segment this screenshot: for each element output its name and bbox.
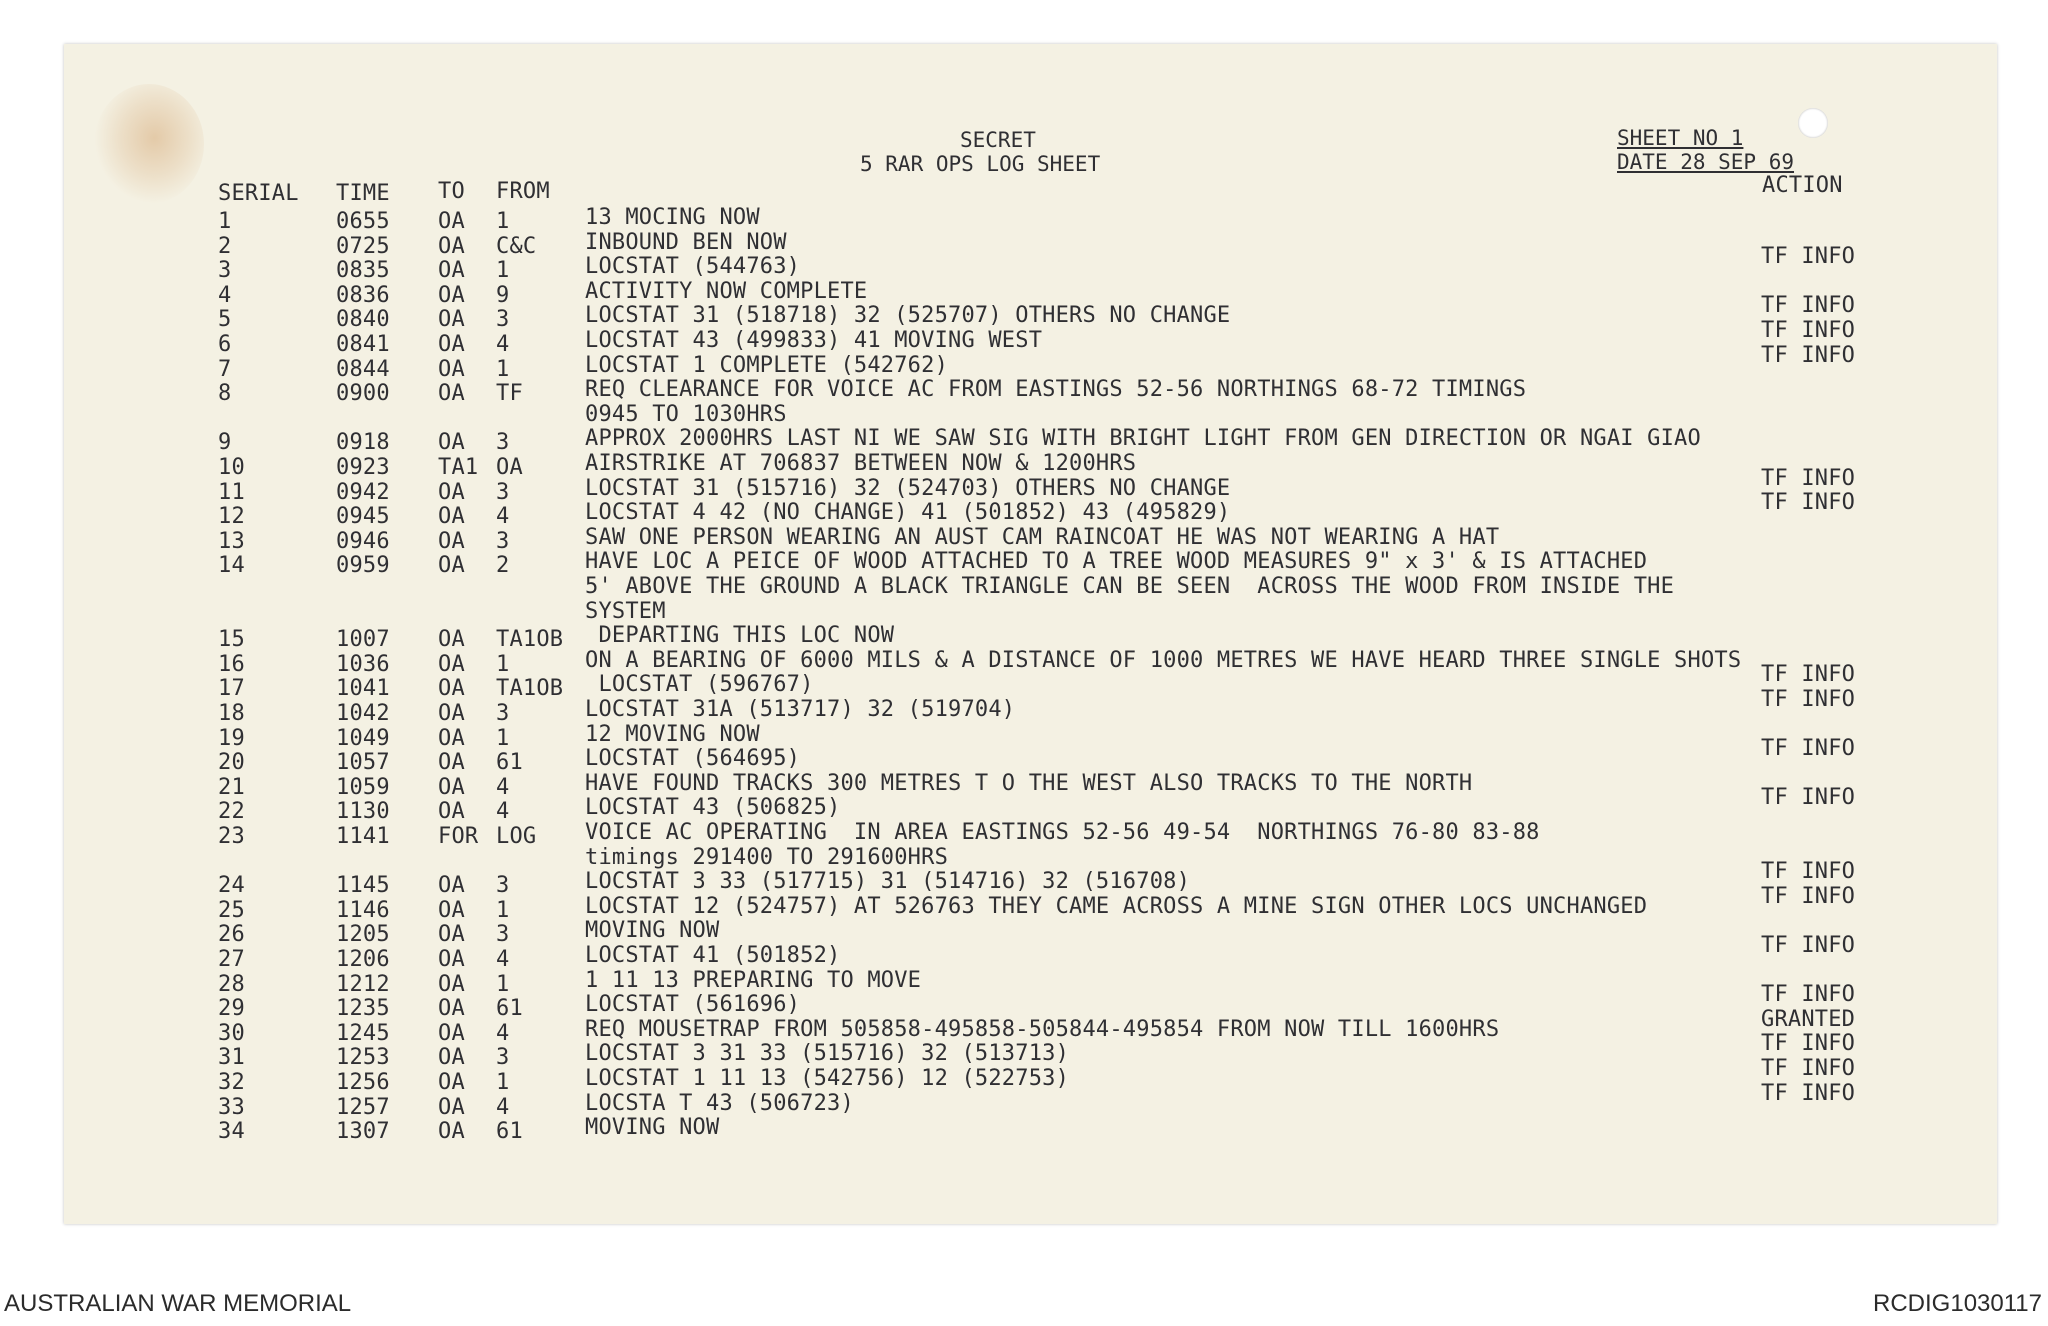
serial-cell: 3 xyxy=(218,258,232,284)
footer-source: AUSTRALIAN WAR MEMORIAL xyxy=(4,1290,352,1317)
paper-stain xyxy=(94,84,204,204)
time-cell: 0840 xyxy=(336,307,390,333)
serial-cell: 1 xyxy=(218,209,232,234)
serial-cell: 5 xyxy=(218,307,232,333)
action-cell: TF INFO xyxy=(1761,785,1856,811)
time-cell: 1057 xyxy=(336,750,390,776)
time-cell: 1042 xyxy=(336,701,390,726)
time-cell: 1041 xyxy=(336,676,390,702)
event-cell: LOCSTAT 1 COMPLETE (542762) xyxy=(585,352,949,378)
event-cell: LOCSTAT 31A (513717) 32 (519704) xyxy=(585,697,1016,722)
footer-reference: RCDIG1030117 xyxy=(1873,1290,2042,1317)
from-cell: 4 xyxy=(496,947,510,972)
to-cell: OA xyxy=(438,799,465,825)
serial-cell: 33 xyxy=(218,1094,245,1120)
serial-cell: 13 xyxy=(218,528,245,554)
serial-cell: 17 xyxy=(218,676,245,702)
to-cell: OA xyxy=(438,332,465,357)
event-cell: MOVING NOW xyxy=(585,1115,720,1141)
action-cell: TF INFO xyxy=(1761,293,1856,319)
from-cell: 1 xyxy=(496,258,510,284)
serial-cell: 14 xyxy=(218,553,245,579)
time-cell: 1145 xyxy=(336,873,390,899)
time-cell: 1212 xyxy=(336,971,390,997)
event-cell: 12 MOVING NOW xyxy=(585,721,760,747)
time-cell: 0725 xyxy=(336,233,390,259)
to-cell: OA xyxy=(438,774,465,800)
action-cell: TF INFO xyxy=(1761,1056,1856,1081)
to-cell: OA xyxy=(438,627,465,653)
to-cell: OA xyxy=(438,1020,465,1046)
column-header-action: ACTION xyxy=(1762,173,1843,198)
to-cell: OA xyxy=(438,701,465,726)
from-cell: 3 xyxy=(496,701,510,726)
time-cell: 1049 xyxy=(336,725,390,751)
from-cell: C&C xyxy=(496,233,537,259)
to-cell: OA xyxy=(438,725,465,751)
action-cell: TF INFO xyxy=(1761,465,1856,491)
time-cell: 1146 xyxy=(336,897,390,923)
to-cell: OA xyxy=(438,258,465,284)
serial-cell: 12 xyxy=(218,504,245,530)
to-cell: OA xyxy=(438,381,465,407)
serial-cell: 4 xyxy=(218,282,232,308)
serial-cell: 2 xyxy=(218,233,232,259)
event-cell: LOCSTAT 1 11 13 (542756) 12 (522753) xyxy=(585,1066,1070,1091)
event-cell: LOCSTA T 43 (506723) xyxy=(585,1090,854,1116)
time-cell: 1059 xyxy=(336,774,390,800)
time-cell: 0655 xyxy=(336,209,390,234)
event-cell: LOCSTAT 43 (499833) 41 MOVING WEST xyxy=(585,328,1043,353)
event-cell: LOCSTAT 4 42 (NO CHANGE) 41 (501852) 43 (495829) xyxy=(585,500,1231,526)
event-cell: LOCSTAT 31 (515716) 32 (524703) OTHERS NO CHANGE xyxy=(585,475,1231,501)
time-cell: 0844 xyxy=(336,356,390,382)
column-header-from: FROM xyxy=(496,179,550,204)
to-cell: FOR xyxy=(438,824,479,849)
to-cell: OA xyxy=(438,676,465,702)
to-cell: OA xyxy=(438,1094,465,1120)
from-cell: 3 xyxy=(496,528,510,554)
to-cell: OA xyxy=(438,282,465,308)
event-cell: LOCSTAT (596767) xyxy=(585,672,814,698)
time-cell: 1141 xyxy=(336,824,390,849)
event-cell: REQ CLEARANCE FOR VOICE AC FROM EASTINGS 52-56 NORTHINGS 68-72 TIMINGS xyxy=(585,377,1527,403)
from-cell: TA1OB xyxy=(496,627,564,653)
time-cell: 0918 xyxy=(336,430,390,456)
sheet-number: SHEET NO 1 xyxy=(1617,126,1744,150)
to-cell: OA xyxy=(438,307,465,333)
from-cell: OA xyxy=(496,455,523,480)
to-cell: OA xyxy=(438,430,465,456)
action-cell: GRANTED xyxy=(1761,1006,1856,1032)
from-cell: 61 xyxy=(496,750,523,776)
serial-cell: 22 xyxy=(218,799,245,825)
action-cell: TF INFO xyxy=(1761,662,1856,688)
action-cell: TF INFO xyxy=(1761,982,1856,1008)
serial-cell: 26 xyxy=(218,922,245,948)
from-cell: 1 xyxy=(496,725,510,751)
to-cell: OA xyxy=(438,873,465,899)
serial-cell: 10 xyxy=(218,455,245,480)
to-cell: OA xyxy=(438,209,465,234)
from-cell: 4 xyxy=(496,774,510,800)
event-cell: REQ MOUSETRAP FROM 505858-495858-505844-495854 FROM NOW TILL 1600HRS xyxy=(585,1016,1500,1042)
punch-hole xyxy=(1798,108,1828,138)
action-cell: TF INFO xyxy=(1761,736,1856,762)
from-cell: 1 xyxy=(496,651,510,677)
from-cell: 3 xyxy=(496,1045,510,1071)
from-cell: 1 xyxy=(496,356,510,382)
from-cell: 4 xyxy=(496,332,510,357)
event-cell: LOCSTAT 3 31 33 (515716) 32 (513713) xyxy=(585,1041,1070,1067)
from-cell: 1 xyxy=(496,1070,510,1095)
to-cell: OA xyxy=(438,971,465,997)
action-cell: TF INFO xyxy=(1761,933,1856,958)
event-cell: 1 11 13 PREPARING TO MOVE xyxy=(585,967,922,993)
time-cell: 1007 xyxy=(336,627,390,653)
time-cell: 1205 xyxy=(336,922,390,948)
to-cell: OA xyxy=(438,479,465,505)
event-cell: DEPARTING THIS LOC NOW xyxy=(585,623,895,649)
document-sheet xyxy=(64,44,1997,1224)
from-cell: 3 xyxy=(496,307,510,333)
event-cell: SAW ONE PERSON WEARING AN AUST CAM RAINCOAT HE WAS NOT WEARING A HAT xyxy=(585,524,1500,550)
event-cell: LOCSTAT 41 (501852) xyxy=(585,943,841,968)
serial-cell: 11 xyxy=(218,479,245,505)
action-cell: TF INFO xyxy=(1761,859,1856,885)
event-cell: LOCSTAT 3 33 (517715) 31 (514716) 32 (516708) xyxy=(585,869,1191,895)
to-cell: OA xyxy=(438,528,465,554)
action-cell: TF INFO xyxy=(1761,1080,1856,1106)
to-cell: OA xyxy=(438,996,465,1022)
time-cell: 1253 xyxy=(336,1045,390,1071)
to-cell: OA xyxy=(438,1045,465,1071)
to-cell: TA1 xyxy=(438,455,479,480)
to-cell: OA xyxy=(438,356,465,382)
to-cell: OA xyxy=(438,233,465,259)
to-cell: OA xyxy=(438,897,465,923)
column-header-to: TO xyxy=(438,179,465,204)
from-cell: 3 xyxy=(496,922,510,948)
document-title: 5 RAR OPS LOG SHEET xyxy=(860,152,1101,176)
to-cell: OA xyxy=(438,922,465,948)
time-cell: 0841 xyxy=(336,332,390,357)
from-cell: 4 xyxy=(496,799,510,825)
event-cell: SYSTEM xyxy=(585,598,666,624)
event-cell: ACTIVITY NOW COMPLETE xyxy=(585,278,868,304)
event-cell: 13 MOCING NOW xyxy=(585,205,760,230)
serial-cell: 27 xyxy=(218,947,245,972)
serial-cell: 6 xyxy=(218,332,232,357)
event-cell: LOCSTAT 31 (518718) 32 (525707) OTHERS NO CHANGE xyxy=(585,303,1231,329)
column-header-time: TIME xyxy=(336,181,390,206)
to-cell: OA xyxy=(438,553,465,579)
time-cell: 0942 xyxy=(336,479,390,505)
column-header-serial: SERIAL xyxy=(218,181,299,206)
time-cell: 0946 xyxy=(336,528,390,554)
event-cell: APPROX 2000HRS LAST NI WE SAW SIG WITH BRIGHT LIGHT FROM GEN DIRECTION OR NGAI GIAO xyxy=(585,426,1701,452)
time-cell: 0923 xyxy=(336,455,390,480)
event-cell: VOICE AC OPERATING IN AREA EASTINGS 52-56 49-54 NORTHINGS 76-80 83-88 xyxy=(585,820,1540,845)
serial-cell: 20 xyxy=(218,750,245,776)
time-cell: 1245 xyxy=(336,1020,390,1046)
to-cell: OA xyxy=(438,750,465,776)
serial-cell: 19 xyxy=(218,725,245,751)
event-cell: HAVE FOUND TRACKS 300 METRES T O THE WEST ALSO TRACKS TO THE NORTH xyxy=(585,770,1473,796)
event-cell: ON A BEARING OF 6000 MILS & A DISTANCE OF 1000 METRES WE HAVE HEARD THREE SINGLE SHOTS xyxy=(585,647,1742,673)
time-cell: 1130 xyxy=(336,799,390,825)
from-cell: 3 xyxy=(496,873,510,899)
time-cell: 1257 xyxy=(336,1094,390,1120)
serial-cell: 29 xyxy=(218,996,245,1022)
event-cell: LOCSTAT (544763) xyxy=(585,254,801,280)
to-cell: OA xyxy=(438,651,465,677)
event-cell: 0945 TO 1030HRS xyxy=(585,401,787,427)
serial-cell: 34 xyxy=(218,1119,245,1145)
time-cell: 0959 xyxy=(336,553,390,579)
to-cell: OA xyxy=(438,947,465,972)
serial-cell: 30 xyxy=(218,1020,245,1046)
from-cell: 4 xyxy=(496,1094,510,1120)
serial-cell: 31 xyxy=(218,1045,245,1071)
action-cell: TF INFO xyxy=(1761,687,1856,712)
sheet-date: DATE 28 SEP 69 xyxy=(1617,150,1795,174)
from-cell: 1 xyxy=(496,209,510,234)
time-cell: 0900 xyxy=(336,381,390,407)
event-cell: 5' ABOVE THE GROUND A BLACK TRIANGLE CAN BE SEEN ACROSS THE WOOD FROM INSIDE THE xyxy=(585,574,1675,599)
event-cell: LOCSTAT 43 (506825) xyxy=(585,795,841,821)
event-cell: INBOUND BEN NOW xyxy=(585,229,787,255)
action-cell: TF INFO xyxy=(1761,244,1856,270)
from-cell: TA1OB xyxy=(496,676,564,702)
time-cell: 0835 xyxy=(336,258,390,284)
serial-cell: 24 xyxy=(218,873,245,899)
event-cell: MOVING NOW xyxy=(585,918,720,944)
serial-cell: 7 xyxy=(218,356,232,382)
serial-cell: 18 xyxy=(218,701,245,726)
time-cell: 0945 xyxy=(336,504,390,530)
time-cell: 1307 xyxy=(336,1119,390,1145)
classification-label: SECRET xyxy=(960,128,1036,152)
serial-cell: 9 xyxy=(218,430,232,456)
from-cell: 61 xyxy=(496,1119,523,1145)
serial-cell: 8 xyxy=(218,381,232,407)
action-cell: TF INFO xyxy=(1761,490,1856,516)
action-cell: TF INFO xyxy=(1761,318,1856,343)
event-cell: LOCSTAT (564695) xyxy=(585,746,801,772)
to-cell: OA xyxy=(438,504,465,530)
from-cell: 4 xyxy=(496,1020,510,1046)
action-cell: TF INFO xyxy=(1761,1031,1856,1057)
serial-cell: 15 xyxy=(218,627,245,653)
event-cell: LOCSTAT (561696) xyxy=(585,992,801,1018)
from-cell: 1 xyxy=(496,971,510,997)
serial-cell: 28 xyxy=(218,971,245,997)
serial-cell: 21 xyxy=(218,774,245,800)
from-cell: 9 xyxy=(496,282,510,308)
to-cell: OA xyxy=(438,1119,465,1145)
from-cell: LOG xyxy=(496,824,537,849)
to-cell: OA xyxy=(438,1070,465,1095)
from-cell: 61 xyxy=(496,996,523,1022)
event-cell: LOCSTAT 12 (524757) AT 526763 THEY CAME ACROSS A MINE SIGN OTHER LOCS UNCHANGED xyxy=(585,893,1648,919)
from-cell: 3 xyxy=(496,430,510,456)
time-cell: 1206 xyxy=(336,947,390,972)
event-cell: timings 291400 TO 291600HRS xyxy=(585,844,949,870)
serial-cell: 25 xyxy=(218,897,245,923)
from-cell: 1 xyxy=(496,897,510,923)
from-cell: 4 xyxy=(496,504,510,530)
from-cell: 2 xyxy=(496,553,510,579)
time-cell: 1256 xyxy=(336,1070,390,1095)
time-cell: 0836 xyxy=(336,282,390,308)
serial-cell: 16 xyxy=(218,651,245,677)
serial-cell: 23 xyxy=(218,824,245,849)
action-cell: TF INFO xyxy=(1761,883,1856,909)
serial-cell: 32 xyxy=(218,1070,245,1095)
time-cell: 1036 xyxy=(336,651,390,677)
time-cell: 1235 xyxy=(336,996,390,1022)
action-cell: TF INFO xyxy=(1761,342,1856,368)
event-cell: HAVE LOC A PEICE OF WOOD ATTACHED TO A TREE WOOD MEASURES 9" x 3' & IS ATTACHED xyxy=(585,549,1648,575)
from-cell: 3 xyxy=(496,479,510,505)
event-cell: AIRSTRIKE AT 706837 BETWEEN NOW & 1200HRS xyxy=(585,451,1137,476)
from-cell: TF xyxy=(496,381,523,407)
